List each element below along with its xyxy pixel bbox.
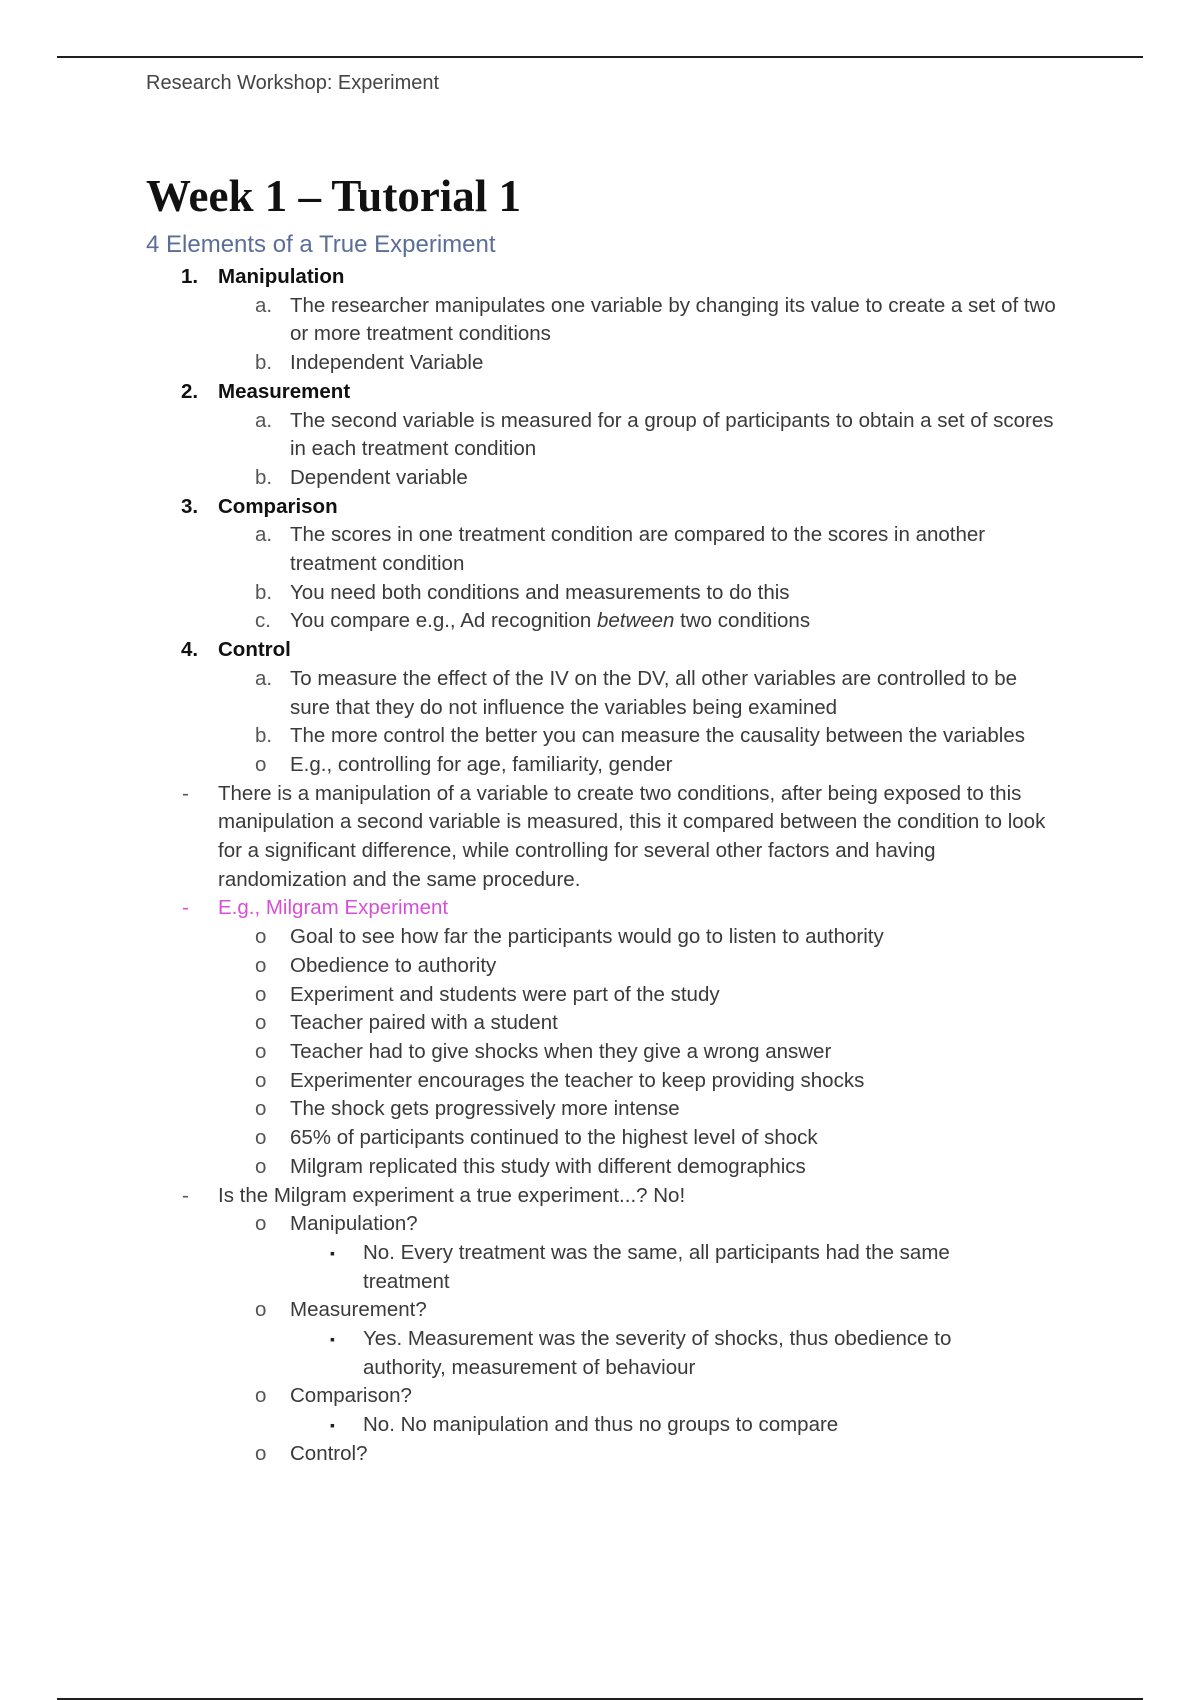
- outline-heading-item: [0, 263, 1200, 292]
- outline-list: [0, 263, 1200, 1469]
- list-marker: o: [255, 1154, 267, 1178]
- list-item: [0, 952, 1200, 981]
- list-item-text: Independent Variable: [290, 351, 484, 375]
- list-item-text: 65% of participants continued to the highest level of shock: [290, 1126, 818, 1150]
- list-item: [0, 1182, 1200, 1211]
- list-marker: o: [255, 1212, 267, 1236]
- list-item-text: Control?: [290, 1441, 368, 1465]
- list-marker: b.: [255, 351, 273, 375]
- list-item: [0, 1382, 1200, 1411]
- list-item: [0, 407, 1200, 464]
- list-item-text: The researcher manipulates one variable by changing its value to create a set of two or more treatment conditions: [290, 293, 1056, 346]
- list-item-text: Dependent variable: [290, 465, 468, 489]
- list-marker: b.: [255, 580, 273, 604]
- list-item-text: Yes. Measurement was the severity of shocks, thus obedience to authority, measurement of behaviour: [363, 1327, 952, 1379]
- list-item-text: Manipulation: [218, 265, 345, 288]
- list-item-text: To measure the effect of the IV on the DV, all other variables are controlled to be sure that they do not influence the variables being examined: [290, 666, 1018, 719]
- list-marker: a.: [255, 666, 273, 690]
- list-item-text: Obedience to authority: [290, 953, 497, 977]
- text-segment: You compare e.g., Ad recognition: [290, 609, 597, 633]
- list-marker: o: [255, 1126, 267, 1150]
- list-marker: a.: [255, 293, 273, 317]
- list-item-text: Measurement: [218, 379, 351, 403]
- list-item-text: Measurement?: [290, 1298, 427, 1322]
- list-marker: 2.: [181, 379, 199, 403]
- list-marker: ▪: [330, 1417, 335, 1434]
- list-item-text: Goal to see how far the participants would go to listen to authority: [290, 925, 884, 949]
- outline-heading-item: [0, 636, 1200, 665]
- list-item: [0, 894, 1200, 923]
- list-marker: o: [255, 982, 267, 1006]
- list-item-text: No. Every treatment was the same, all participants had the same treatment: [363, 1240, 950, 1293]
- list-item: [0, 292, 1200, 349]
- list-item: [0, 521, 1200, 578]
- list-item: [0, 1153, 1200, 1182]
- list-marker: o: [255, 953, 267, 977]
- list-item-text: Manipulation?: [290, 1212, 418, 1236]
- list-item-text: E.g., controlling for age, familiarity, gender: [290, 752, 673, 776]
- list-marker: c.: [255, 609, 271, 633]
- list-item: [0, 780, 1200, 895]
- list-item: [0, 349, 1200, 378]
- list-marker: o: [255, 925, 267, 949]
- list-item-text: Is the Milgram experiment a true experiment...? No!: [218, 1183, 686, 1207]
- list-marker: ▪: [330, 1244, 335, 1261]
- section-heading: 4 Elements of a True Experiment: [146, 231, 496, 258]
- list-item-text: E.g., Milgram Experiment: [218, 896, 449, 920]
- sub-bullet-item: [0, 1411, 1200, 1440]
- emphasized-text: between: [596, 609, 675, 633]
- list-marker: -: [182, 896, 189, 920]
- list-item: [0, 665, 1200, 722]
- sub-bullet-item: [0, 1325, 1200, 1382]
- list-marker: -: [182, 781, 189, 805]
- list-marker: a.: [255, 523, 273, 547]
- list-item-text: Control: [218, 638, 291, 662]
- list-marker: a.: [255, 408, 273, 432]
- list-marker: o: [255, 1039, 267, 1063]
- list-item: [0, 1067, 1200, 1096]
- list-item-text: There is a manipulation of a variable to create two conditions, after being exposed to this manipulation a second variable is measured, this it compared between the condition to look for a significant difference, while controlling for several other factors and having randomization and the same procedure.: [218, 781, 1046, 891]
- list-marker: b.: [255, 465, 273, 489]
- list-item-text: The scores in one treatment condition are compared to the scores in another treatment condition: [290, 523, 986, 576]
- list-item-text: Milgram replicated this study with different demographics: [290, 1154, 806, 1178]
- list-item-text: The second variable is measured for a group of participants to obtain a set of scores in each treatment condition: [290, 408, 1054, 461]
- list-item-text: The more control the better you can measure the causality between the variables: [290, 724, 1025, 748]
- list-item: [0, 751, 1200, 780]
- list-marker: b.: [255, 724, 273, 748]
- list-item: [0, 579, 1200, 608]
- list-marker: 4.: [181, 638, 199, 662]
- list-marker: o: [255, 1068, 267, 1092]
- list-item-text: No. No manipulation and thus no groups to compare: [363, 1413, 839, 1437]
- list-item: [0, 923, 1200, 952]
- list-marker: ▪: [330, 1331, 335, 1348]
- list-marker: o: [255, 1097, 267, 1121]
- list-marker: o: [255, 1384, 267, 1408]
- list-item-text: Teacher had to give shocks when they give a wrong answer: [290, 1039, 832, 1063]
- outline-heading-item: [0, 378, 1200, 407]
- list-marker: 3.: [181, 494, 199, 518]
- list-item-text: Comparison?: [290, 1384, 412, 1408]
- list-item: [0, 1095, 1200, 1124]
- list-item: [0, 1210, 1200, 1239]
- page-title: Week 1 – Tutorial 1: [146, 171, 522, 221]
- outline-heading-item: [0, 493, 1200, 522]
- list-item-text: You need both conditions and measurements to do this: [290, 580, 790, 604]
- list-item: [0, 1124, 1200, 1153]
- list-item: [0, 722, 1200, 751]
- list-marker: o: [255, 1011, 267, 1035]
- list-item: [0, 1296, 1200, 1325]
- list-item: [0, 1009, 1200, 1038]
- list-item: [0, 981, 1200, 1010]
- list-item: [0, 1440, 1200, 1469]
- list-item-text: The shock gets progressively more intense: [290, 1097, 680, 1121]
- list-item-text: [290, 607, 1060, 636]
- list-marker: o: [255, 1441, 267, 1465]
- list-item-text: Comparison: [218, 494, 338, 518]
- list-marker: o: [255, 1298, 267, 1322]
- list-marker: 1.: [181, 265, 199, 288]
- text-segment: two conditions: [674, 609, 811, 633]
- list-marker: -: [182, 1183, 189, 1207]
- sub-bullet-item: [0, 1239, 1200, 1296]
- page-header: Research Workshop: Experiment: [146, 72, 440, 94]
- top-rule: [57, 56, 1143, 58]
- list-item: [0, 607, 1200, 636]
- list-item-text: Teacher paired with a student: [290, 1011, 558, 1035]
- list-item-text: Experimenter encourages the teacher to keep providing shocks: [290, 1068, 865, 1092]
- list-marker: o: [255, 752, 267, 776]
- list-item: [0, 1038, 1200, 1067]
- list-item: [0, 464, 1200, 493]
- list-item-text: Experiment and students were part of the study: [290, 982, 720, 1006]
